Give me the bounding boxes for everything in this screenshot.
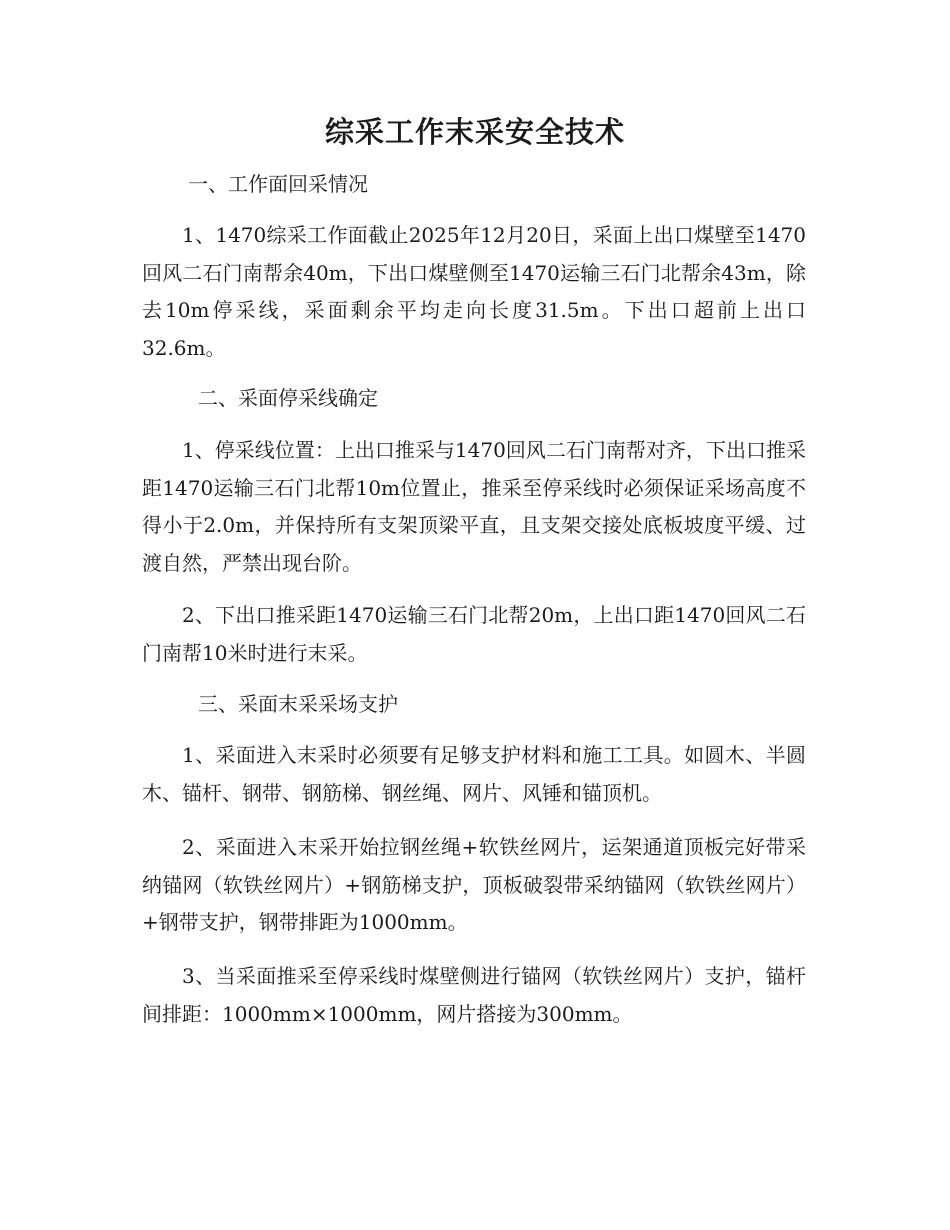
paragraph-2-2: 2、下出口推采距1470运输三石门北帮20m，上出口距1470回风二石门南帮10米时进行末采。 [142,603,806,665]
document-title: 综采工作末采安全技术 [324,115,625,149]
section-heading-3: 三、采面末采采场支护 [198,692,398,716]
paragraph-1-1: 1、1470综采工作面截止2025年12月20日，采面上出口煤壁至1470回风二石门南帮余40m，下出口煤壁侧至1470运输三石门北帮余43m，除去10m停采线，采面剩余平均走向长度31.5m。下出口超前上出口32.6m。 [142,223,806,360]
paragraph-2-1: 1、停采线位置：上出口推采与1470回风二石门南帮对齐，下出口推采距1470运输三石门北帮10m位置止，推采至停采线时必须保证采场高度不得小于2.0m，并保持所有支架顶梁平直，且支架交接处底板坡度平缓、过渡自然，严禁出现台阶。 [142,438,806,575]
paragraph-3-3: 3、当采面推采至停采线时煤壁侧进行锚网（软铁丝网片）支护，锚杆间排距：1000mm×1000mm，网片搭接为300mm。 [142,964,806,1026]
paragraph-3-2: 2、采面进入末采开始拉钢丝绳+软铁丝网片，运架通道顶板完好带采纳锚网（软铁丝网片）+钢筋梯支护，顶板破裂带采纳锚网（软铁丝网片）+钢带支护，钢带排距为1000mm。 [142,835,806,934]
section-heading-1: 一、工作面回采情况 [188,172,368,196]
paragraph-3-1: 1、采面进入末采时必须要有足够支护材料和施工工具。如圆木、半圆木、锚杆、钢带、钢筋梯、钢丝绳、网片、风锤和锚顶机。 [142,743,806,805]
section-heading-2: 二、采面停采线确定 [198,386,378,410]
